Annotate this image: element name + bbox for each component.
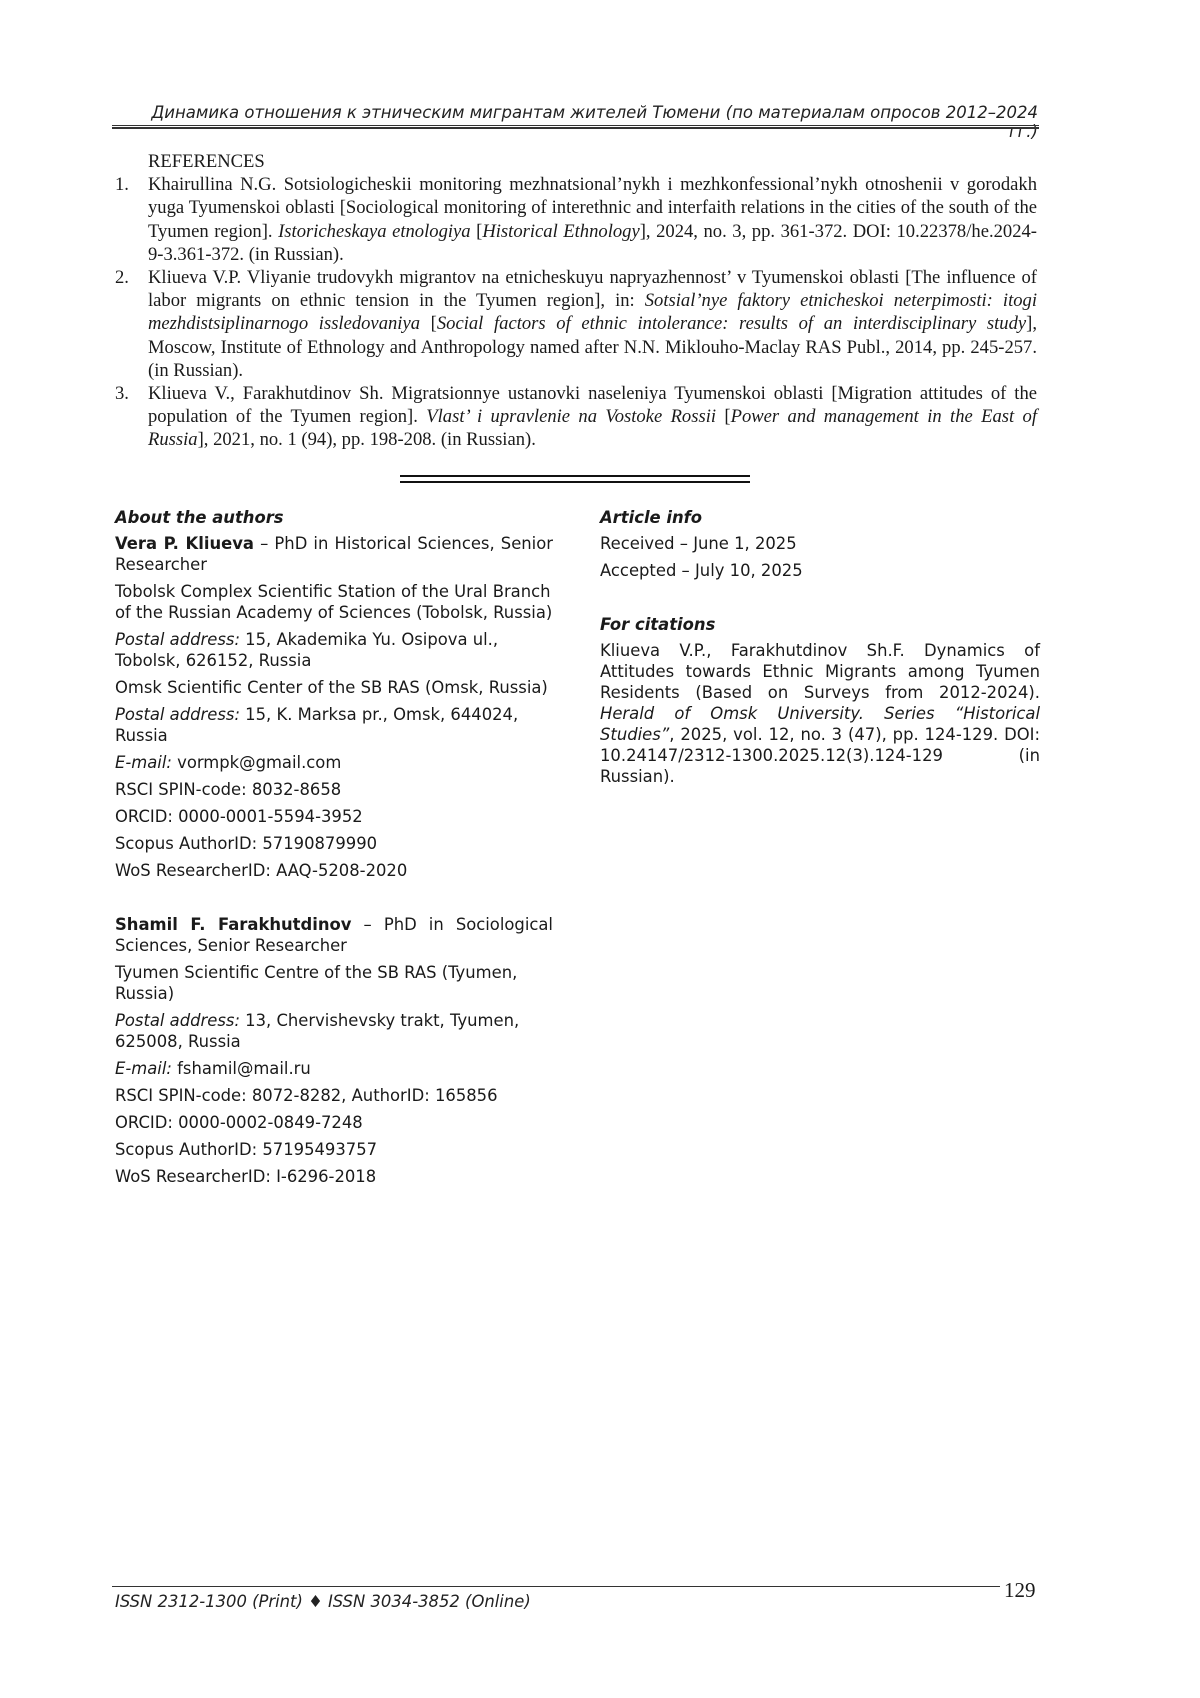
reference-text: [ — [470, 220, 483, 242]
reference-text: ], Moscow, Institute of Ethnology and Anthropology named after N.N. Miklouho-Maclay RAS Publ., 2014, pp. 245-257. (in Russian). — [148, 313, 1037, 381]
postal-value: 13, Chervishevsky trakt, Tyumen, 625008, Russia — [115, 1011, 520, 1051]
about-authors-column — [115, 507, 553, 1193]
reference-item — [115, 382, 1037, 452]
author-name: Shamil F. Farakhutdinov — [115, 915, 352, 934]
reference-text: [ — [716, 406, 731, 428]
reference-text: ], 2024, no. 3, pp. 361-372. DOI: 10.22378/he.2024-9-3.361-372. (in Russian). — [148, 220, 1037, 265]
citation-text — [600, 640, 1040, 787]
reference-text: Khairullina N.G. Sotsiologicheskii monitoring mezhnatsional’nykh i mezhkonfessional’nykh otnoshenii v gorodakh yuga Tyumenskoi oblasti [Sociological monitoring of interethnic and interfaith relations in the cities of the south of the Tyumen region]. — [148, 174, 1037, 242]
author-name-line — [115, 533, 553, 575]
about-authors-title: About the authors — [115, 508, 284, 527]
author-affiliation: Tobolsk Complex Scientific Station of the Ural Branch of the Russian Academy of Sciences (Tobolsk, Russia) — [115, 582, 553, 622]
author-email — [115, 752, 553, 773]
author-name-line — [115, 914, 553, 956]
email-label: E-mail: — [115, 1059, 172, 1078]
author-wos: WoS ResearcherID: I-6296-2018 — [115, 1167, 377, 1186]
reference-text: [ — [420, 313, 437, 335]
reference-book-translation: Social factors of ethnic intolerance: results of an interdisciplinary study — [436, 313, 1027, 335]
citation-part: , 2025, vol. 12, no. 3 (47), pp. 124-129. DOI: 10.24147/2312-1300.2025.12(3).124-129 (in Russian). — [600, 725, 1040, 786]
postal-label: Postal address: — [115, 1011, 240, 1030]
section-separator — [400, 481, 750, 483]
section-separator — [400, 475, 750, 477]
reference-text: Klіueva V.P. Vliyanie trudovykh migrantov na etnicheskuyu napryazhennost’ v Tyumenskoi oblasti [The influence of labor migrants on ethnic tension in the Tyumen region], in: — [148, 267, 1037, 312]
author-affiliation: Omsk Scientific Center of the SB RAS (Omsk, Russia) — [115, 678, 548, 697]
author-postal-address — [115, 629, 553, 671]
reference-journal: Vlast’ i upravlenie na Vostoke Rossii — [426, 406, 717, 428]
author-wos: WoS ResearcherID: AAQ-5208-2020 — [115, 861, 408, 880]
author-scopus: Scopus AuthorID: 57195493757 — [115, 1140, 378, 1159]
reference-item — [115, 173, 1037, 266]
reference-number: 3. — [115, 383, 129, 405]
header-rule — [112, 125, 1039, 129]
reference-text: ], 2021, no. 1 (94), pp. 198-208. (in Russian). — [197, 429, 536, 451]
postal-label: Postal address: — [115, 630, 240, 649]
citations-title: For citations — [600, 615, 716, 634]
reference-number: 2. — [115, 267, 129, 289]
page-number: 129 — [1004, 1578, 1036, 1602]
author-email — [115, 1058, 553, 1079]
author-role: – PhD in Historical Sciences, Senior Researcher — [115, 534, 553, 574]
author-orcid: ORCID: 0000-0001-5594-3952 — [115, 807, 363, 826]
reference-number: 1. — [115, 174, 129, 196]
citation-journal: Herald of Omsk University. Series “Historical Studies” — [600, 704, 1040, 744]
author-affiliation: Tyumen Scientific Centre of the SB RAS (Tyumen, Russia) — [115, 963, 518, 1003]
references-section — [115, 150, 1037, 452]
footer-issn: ISSN 2312-1300 (Print) ♦ ISSN 3034-3852 (Online) — [115, 1592, 531, 1611]
author-postal-address — [115, 704, 553, 746]
author-orcid: ORCID: 0000-0002-0849-7248 — [115, 1113, 363, 1132]
email-value: vormpk@gmail.com — [171, 753, 342, 772]
email-label: E-mail: — [115, 753, 172, 772]
received-date: Received – June 1, 2025 — [600, 534, 797, 553]
author-rsci: RSCI SPIN-code: 8032-8658 — [115, 780, 342, 799]
reference-book: Sotsial’nye faktory etnicheskoi neterpimosti: itogi mezhdistsiplinarnogo issledovaniya — [148, 290, 1037, 335]
article-info-column — [600, 507, 1040, 793]
article-info-title: Article info — [600, 508, 703, 527]
author-role: – PhD in Sociological Sciences, Senior Researcher — [115, 915, 553, 955]
reference-item — [115, 266, 1037, 382]
reference-text: Klіueva V., Farakhutdinov Sh. Migratsionnye ustanovki naseleniya Tyumenskoi oblasti [Migration attitudes of the population of the Tyumen region]. — [148, 383, 1037, 428]
accepted-date: Accepted – July 10, 2025 — [600, 561, 803, 580]
postal-value: 15, K. Marksa pr., Omsk, 644024, Russia — [115, 705, 519, 745]
footer-rule — [112, 1586, 1000, 1587]
email-value: fshamil@mail.ru — [171, 1059, 311, 1078]
postal-label: Postal address: — [115, 705, 240, 724]
author-name: Vera P. Klіueva — [115, 534, 254, 553]
reference-journal: Istoricheskaya etnologiya — [278, 220, 471, 242]
author-scopus: Scopus AuthorID: 57190879990 — [115, 834, 378, 853]
citation-part: Klіueva V.P., Farakhutdinov Sh.F. Dynamics of Attitudes towards Ethnic Migrants among Tyumen Residents (Based on Surveys from 2012-2024). — [600, 641, 1040, 702]
reference-journal-translation: Historical Ethnology — [482, 220, 640, 242]
postal-value: 15, Akademika Yu. Osipova ul., Tobolsk, 626152, Russia — [115, 630, 499, 670]
reference-journal-translation: Power and management in the East of Russia — [148, 406, 1038, 451]
running-head: Динамика отношения к этническим мигрантам жителей Тюмени (по материалам опросов 2012–2024 гг.) — [151, 103, 1038, 141]
author-postal-address — [115, 1010, 553, 1052]
references-title: REFERENCES — [148, 151, 265, 172]
author-rsci: RSCI SPIN-code: 8072-8282, AuthorID: 165856 — [115, 1086, 498, 1105]
